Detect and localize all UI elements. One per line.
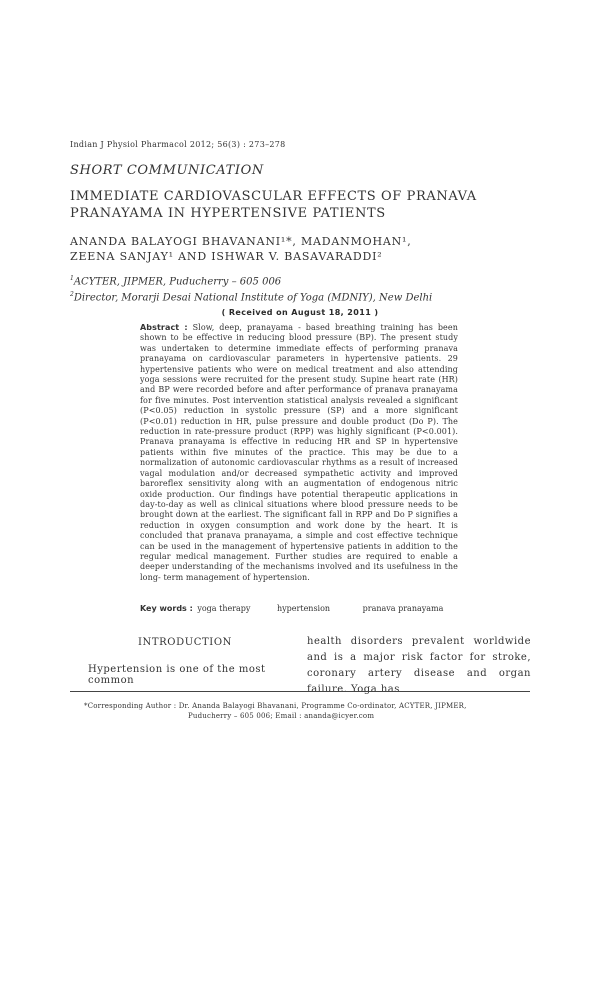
author-line: ZEENA SANJAY¹ AND ISHWAR V. BASAVARADDI² <box>70 250 383 263</box>
author-line: ANANDA BALAYOGI BHAVANANI¹*, MADANMOHAN¹, <box>70 235 412 248</box>
keyword: hypertension <box>277 604 331 613</box>
keyword: pranava pranayama <box>362 604 444 613</box>
affiliation-text: ACYTER, JIPMER, Puducherry – 605 006 <box>73 276 282 288</box>
title-line: PRANAYAMA IN HYPERTENSIVE PATIENTS <box>70 206 386 221</box>
footnote-line: *Corresponding Author : Dr. Ananda Balayogi Bhavanani, Programme Co-ordinator, ACYTER, JIPMER, <box>84 702 467 710</box>
affiliations <box>70 272 530 305</box>
title-line: IMMEDIATE CARDIOVASCULAR EFFECTS OF PRANAVA <box>70 189 477 204</box>
journal-citation: Indian J Physiol Pharmacol 2012; 56(3) : 273–278 <box>70 140 286 149</box>
affiliation-text: Director, Morarji Desai National Institute of Yoga (MDNIY), New Delhi <box>73 292 433 304</box>
affiliation-1 <box>70 272 530 288</box>
abstract <box>140 323 458 583</box>
footnote-divider <box>70 691 530 692</box>
keywords-label: Key words : <box>140 604 193 613</box>
corresponding-author-footnote <box>84 701 530 721</box>
footnote-line: Puducherry – 605 006; Email : ananda@icyer.com <box>188 712 375 720</box>
affiliation-marker: 2 <box>70 291 74 299</box>
article-title <box>70 188 530 222</box>
affiliation-marker: 1 <box>70 275 74 282</box>
received-date: ( Received on August 18, 2011 ) <box>221 308 379 317</box>
abstract-text: Slow, deep, pranayama - based breathing training has been shown to be effective in reducing blood pressure (BP). The present study was undertaken to determine immediate effects of performing pranava pranayama on cardiovascular parameters in hypertensive patients. 29 hypertensive patients who were on medical treatment and also attending yoga sessions were recruited for the present study. Supine heart rate (HR) and BP were recorded before and after performance of pranava pranayama for five minutes. Post intervention statistical analysis revealed a significant (P<0.05) reduction in systolic pressure (SP) and a more significant (P<0.01) reduction in HR, pulse pressure and double product (Do P). The reduction in rate-pressure product (RPP) was highly significant (P<0.001). Pranava pranayama is effective in reducing HR and SP in hypertensive patients within five minutes of the practice. This may be due to a normalization of autonomic cardiovascular rhythms as a result of increased vagal modulation and/or decreased sympathetic activity and improved baroreflex sensitivity along with an augmentation of endogenous nitric oxide production. Our findings have potential therapeutic applications in day-to-day as well as clinical situations where blood pressure needs to be brought down at the earliest. The significant fall in RPP and Do P signifies a reduction in oxygen consumption and work done by the heart. It is concluded that pranava pranayama, a simple and cost effective technique can be used in the management of hypertensive patients in addition to the regular medical management. Further studies are required to enable a deeper understanding of the mechanisms involved and its usefulness in the long- term management of hypertension. <box>140 323 458 582</box>
introduction-heading: INTRODUCTION <box>138 637 232 648</box>
section-label: SHORT COMMUNICATION <box>70 163 264 178</box>
abstract-label: Abstract : <box>140 323 188 332</box>
keywords <box>140 604 470 613</box>
affiliation-2 <box>70 288 530 304</box>
keyword: yoga therapy <box>197 604 251 613</box>
intro-right-column: health disorders prevalent worldwide and is a major risk factor for stroke, coronary artery disease and organ failure. Yoga has <box>307 636 531 695</box>
intro-left-column: Hypertension is one of the most common <box>88 664 266 686</box>
author-list <box>70 234 540 264</box>
